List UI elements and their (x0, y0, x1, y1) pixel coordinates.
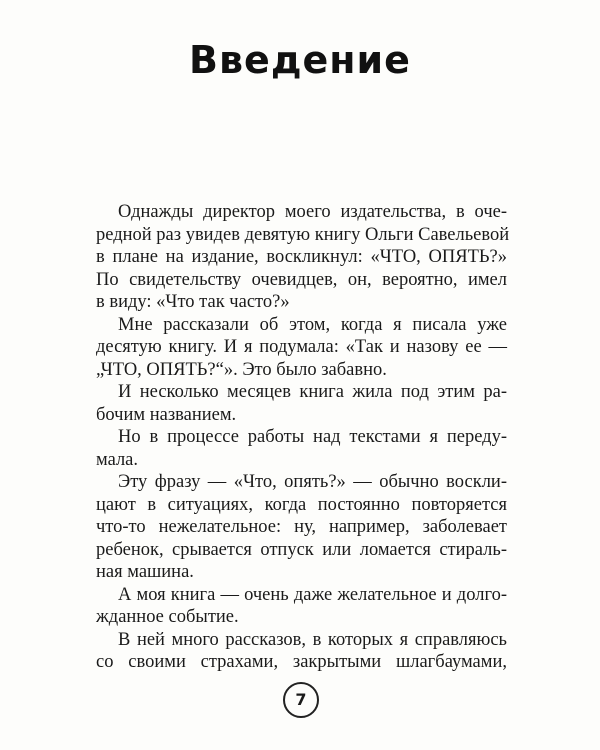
text-line: цают в ситуациях, когда постоянно повторяется (96, 494, 507, 515)
text-line: ная машина. (96, 562, 194, 582)
body-text (96, 201, 510, 674)
page-number: 7 (283, 682, 319, 718)
text-line: ребенок, срывается отпуск или ломается стираль- (96, 539, 507, 560)
text-line: жданное событие. (96, 607, 239, 627)
text-line: в виду: «Что так часто?» (96, 292, 290, 312)
text-line: По свидетельству очевидцев, он, вероятно, имел (96, 269, 507, 290)
text-line: В ней много рассказов, в которых я справляюсь (118, 629, 507, 650)
text-line: А моя книга — очень даже желательное и долго- (118, 584, 507, 605)
text-line: редной раз увидев девятую книгу Ольги Савельевой (96, 224, 510, 245)
text-line: десятую книгу. И я подумала: «Так и назову ее — (96, 337, 507, 357)
text-line: Эту фразу — «Что, опять?» — обычно воскли- (118, 472, 507, 492)
text-line: со своими страхами, закрытыми шлагбаумами, (96, 652, 507, 672)
text-line: мала. (96, 449, 139, 470)
text-line: в плане на издание, воскликнул: «ЧТО, ОПЯТЬ?» (96, 247, 507, 267)
text-line: „ЧТО, ОПЯТЬ?“». Это было забавно. (96, 359, 387, 380)
text-line: Однажды директор моего издательства, в оче- (118, 202, 507, 222)
chapter-title: Введение (189, 38, 411, 82)
text-line: бочим названием. (96, 404, 237, 425)
text-line: что-то нежелательное: ну, например, заболевает (96, 517, 507, 537)
text-line: И несколько месяцев книга жила под этим ра- (118, 382, 507, 402)
text-line: Мне рассказали об этом, когда я писала уже (118, 314, 507, 335)
text-line: Но в процессе работы над текстами я переду- (118, 427, 507, 447)
